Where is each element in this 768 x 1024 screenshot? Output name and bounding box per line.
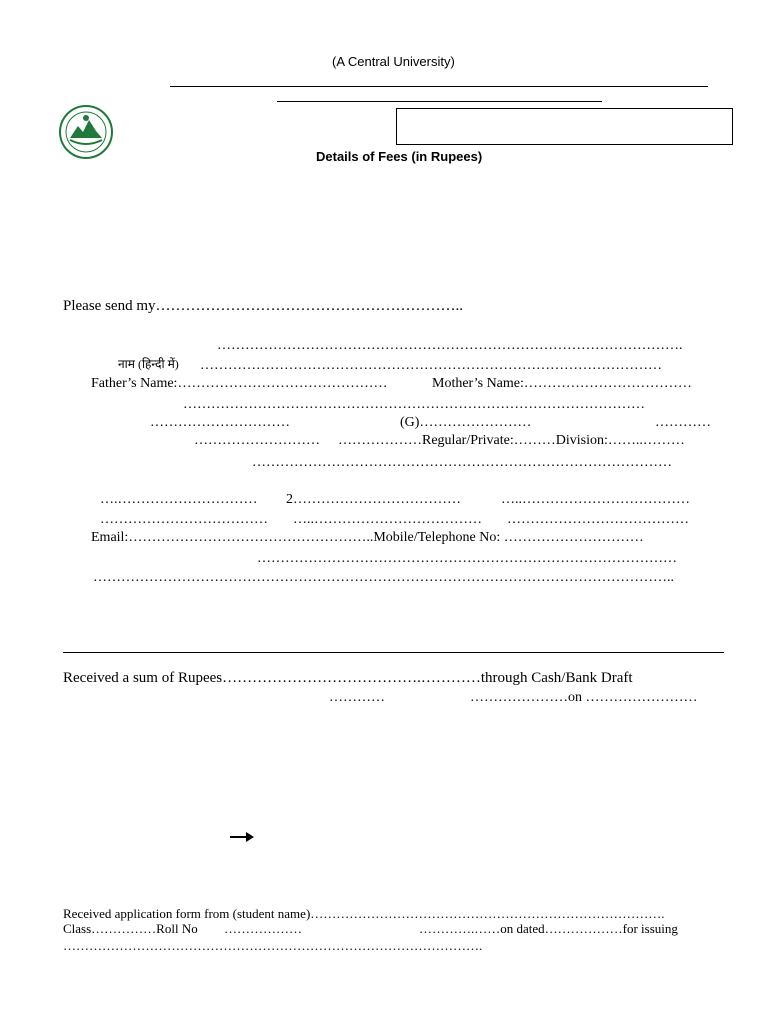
regular-private-division-field: ………………Regular/Private:………Division:……..……… xyxy=(338,433,685,448)
form-line-b: ……………………………………………………………………………………… xyxy=(183,397,645,412)
received-dots-b: …………………on …………………… xyxy=(470,690,698,705)
right-arrow-icon xyxy=(230,831,254,843)
received-dots-a: ………… xyxy=(329,690,385,705)
form-line-a: ………………………………………………………………………………………. xyxy=(217,338,683,353)
university-type: (A Central University) xyxy=(332,54,455,69)
form-line-f1: ….………………………… xyxy=(100,492,258,507)
section-title: Details of Fees (in Rupees) xyxy=(316,149,483,164)
class-roll-dots: ……………… xyxy=(224,921,302,936)
please-send-line: Please send my…………………………………………………….. xyxy=(63,298,463,314)
form-line-g2: …..……………………………… xyxy=(293,512,482,527)
form-line-d1: ……………………… xyxy=(194,433,320,448)
form-line-h: ……………………………………………………………………………… xyxy=(257,551,677,566)
form-line-f3: …..……………………………… xyxy=(501,492,690,507)
header-rule-2 xyxy=(277,101,602,102)
form-line-g3: ………………………………… xyxy=(507,512,689,527)
header-rule-1 xyxy=(170,86,708,87)
form-line-g1: ……………………………… xyxy=(100,512,268,527)
form-line-c3: ………… xyxy=(655,415,711,430)
dated-issuing-field: ………….……on dated………………for issuing xyxy=(419,921,678,936)
fathers-name-field: Father’s Name:……………………………………… xyxy=(91,376,388,391)
form-line-c2: (G)…………………… xyxy=(400,415,532,430)
form-line-f2: 2……………………………… xyxy=(286,492,461,507)
form-line-e: ……………………………………………………………………………… xyxy=(252,455,672,470)
received-sum-line: Received a sum of Rupees………………………………….…………through Cash/Bank Draft xyxy=(63,670,633,686)
final-dots-line: ……………………………………………………………………………………. xyxy=(63,938,483,953)
university-seal-logo-icon xyxy=(58,104,114,160)
form-line-i: …………………………………………………………………………………………………………….. xyxy=(93,570,674,585)
email-mobile-field: Email:……………………………………………..Mobile/Telephone No: ………………………… xyxy=(91,530,644,545)
header-empty-box xyxy=(396,108,733,145)
form-line-c1: ………………………… xyxy=(150,415,290,430)
section-divider xyxy=(63,652,724,653)
mothers-name-field: Mother’s Name:……………………………… xyxy=(432,376,692,391)
class-roll-label: Class……………Roll No xyxy=(63,921,198,936)
received-application-line: Received application form from (student name)………………………………………………………………………. xyxy=(63,906,665,921)
hindi-name-label: नाम (हिन्दी में) xyxy=(118,357,179,371)
hindi-name-dots: ……………………………………………………………………………………… xyxy=(200,358,662,373)
